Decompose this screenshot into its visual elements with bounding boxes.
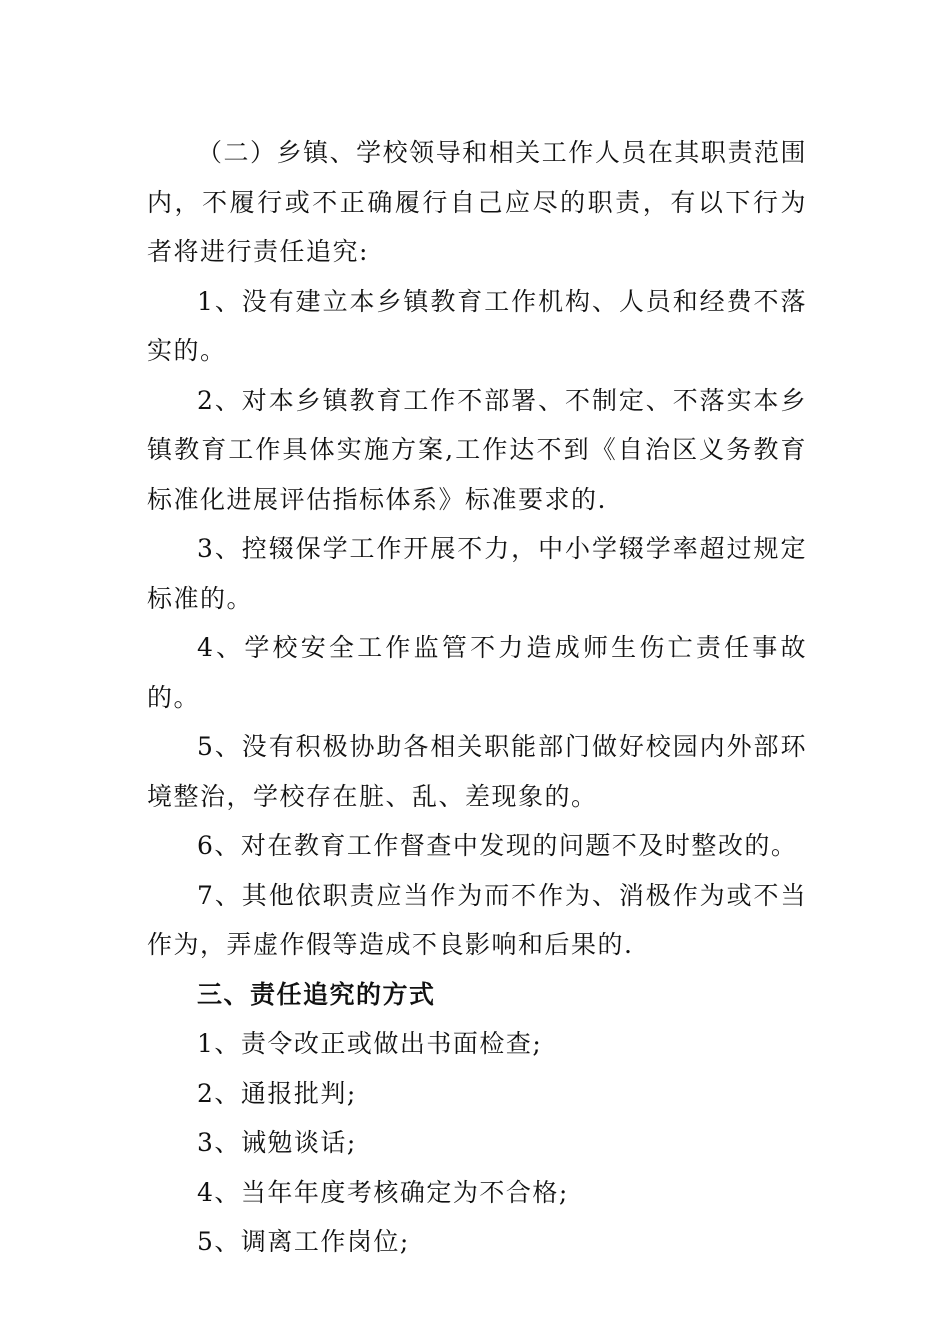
section-heading-accountability-methods: 三、责任追究的方式 <box>197 979 436 1009</box>
method-item-5: 5、调离工作岗位; <box>197 1227 410 1256</box>
method-item-1: 1、责令改正或做出书面检查; <box>197 1029 543 1058</box>
paragraph-item-7: 7、其他依职责应当作为而不作为、消极作为或不当作为，弄虚作假等造成不良影响和后果的. <box>147 880 807 959</box>
document-body <box>147 128 807 1267</box>
paragraph-item-5: 5、没有积极协助各相关职能部门做好校园内外部环境整治，学校存在脏、乱、差现象的。 <box>147 732 807 811</box>
method-item-3: 3、诫勉谈话; <box>197 1128 357 1157</box>
paragraph-item-2: 2、对本乡镇教育工作不部署、不制定、不落实本乡镇教育工作具体实施方案,工作达不到《自治区义务教育标准化进展评估指标体系》标准要求的. <box>147 385 807 514</box>
paragraph-item-3: 3、控辍保学工作开展不力，中小学辍学率超过规定标准的。 <box>147 534 807 613</box>
method-item-4: 4、当年年度考核确定为不合格; <box>197 1177 569 1207</box>
paragraph-item-1: 1、没有建立本乡镇教育工作机构、人员和经费不落实的。 <box>147 286 807 365</box>
paragraph-duties-intro: （二）乡镇、学校领导和相关工作人员在其职责范围内，不履行或不正确履行自己应尽的职责，有以下行为者将进行责任追究: <box>147 138 807 266</box>
paragraph-item-4: 4、学校安全工作监管不力造成师生伤亡责任事故的。 <box>147 633 807 712</box>
method-item-2: 2、通报批判; <box>197 1078 357 1108</box>
paragraph-item-6: 6、对在教育工作督查中发现的问题不及时整改的。 <box>197 831 798 860</box>
